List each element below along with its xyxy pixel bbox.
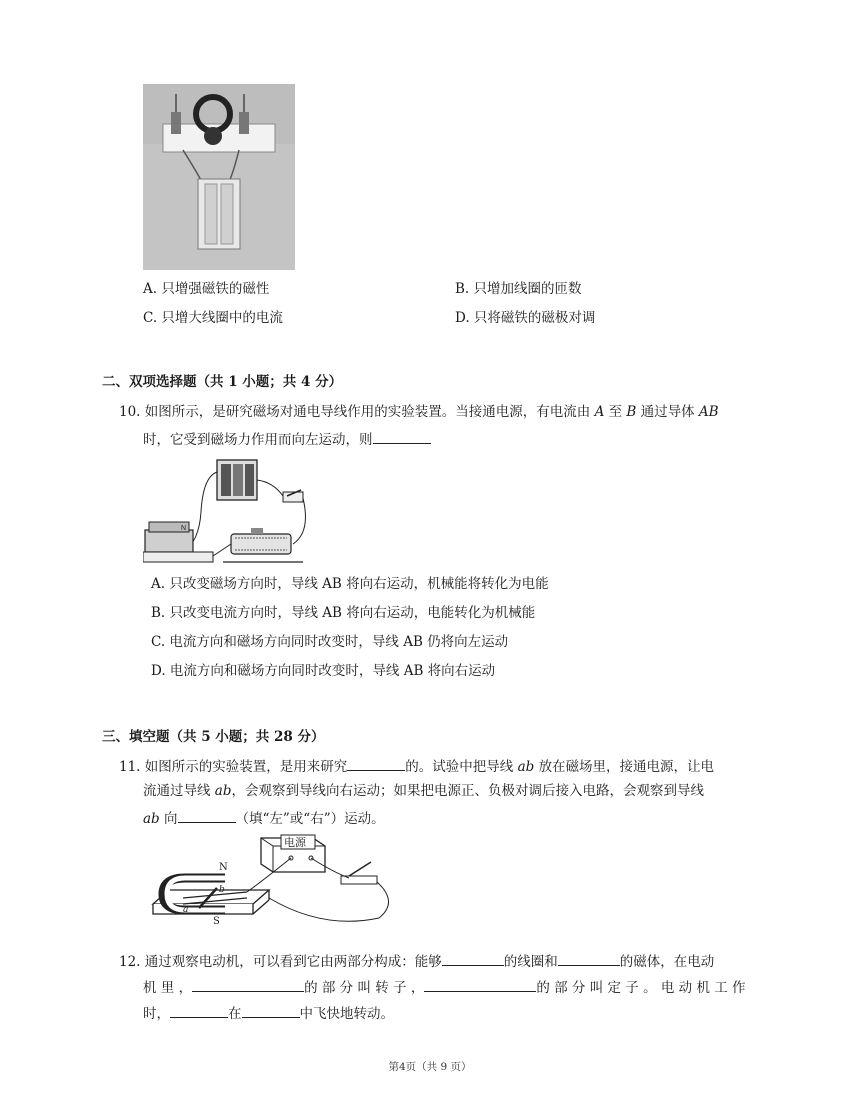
q12-blank-5[interactable] — [170, 1002, 228, 1018]
q9-apparatus-drawing — [143, 84, 295, 270]
q10-stem-suffix: 通过导体 — [640, 404, 695, 420]
page-footer: 第4页（共 9 页） — [388, 1061, 472, 1073]
q12-blank-4[interactable] — [424, 976, 536, 992]
q12-text-5: 的 部 分 叫 转 子 ， — [304, 980, 425, 996]
q10-option-d[interactable]: D. 电流方向和磁场方向同时改变时，导线 AB 将向右运动 — [151, 663, 496, 679]
q12-text-9: 中飞快地转动。 — [299, 1006, 394, 1022]
q12-blank-1[interactable] — [442, 950, 504, 966]
q12-text-7: 时， — [143, 1006, 170, 1022]
q9-option-a[interactable]: A. 只增强磁铁的磁性 — [143, 281, 270, 297]
q12-text-6: 的 部 分 叫 定 子 。 电 动 机 工 作 — [536, 980, 746, 996]
q10-stem-text: 10. 如图所示，是研究磁场对通电导线作用的实验装置。当接通电源，有电流由 — [119, 404, 591, 420]
q12-blank-3[interactable] — [192, 976, 304, 992]
q10-var-b: B — [626, 404, 637, 420]
q12-stem-line3 — [143, 1002, 394, 1024]
q11-blank-1[interactable] — [347, 755, 405, 771]
q12-text-8: 在 — [228, 1006, 242, 1022]
q11-var-ab-3: ab — [143, 811, 160, 827]
q9-option-d[interactable]: D. 只将磁铁的磁极对调 — [455, 310, 596, 326]
q11-text-6: 向 — [164, 811, 178, 827]
q11-stem-line1 — [119, 755, 714, 777]
q11-figure-b-label: b — [219, 885, 225, 895]
q10-var-a: A — [594, 404, 605, 420]
q11-text-4: 流通过导线 — [143, 783, 211, 799]
q12-text-2: 的线圈和 — [503, 954, 558, 970]
section-3-title: 三、填空题（共 5 小题；共 28 分） — [102, 729, 325, 745]
q12-blank-6[interactable] — [242, 1002, 300, 1018]
q12-text-1: 12. 通过观察电动机，可以看到它由两部分构成：能够 — [119, 954, 442, 970]
q11-figure-power-label: 电源 — [284, 836, 306, 849]
q12-text-4: 机 里 ， — [143, 980, 193, 996]
q11-apparatus-figure — [143, 832, 403, 930]
q12-blank-2[interactable] — [558, 950, 620, 966]
q10-answer-blank[interactable] — [373, 428, 431, 444]
q11-var-ab-1: ab — [517, 759, 535, 775]
q10-apparatus-drawing — [143, 452, 311, 568]
q12-text-3: 的磁体，在电动 — [619, 954, 715, 970]
q10-stem-line2-text: 时，它受到磁场力作用而向左运动，则 — [143, 432, 373, 448]
q10-option-c[interactable]: C. 电流方向和磁场方向同时改变时，导线 AB 仍将向左运动 — [151, 634, 509, 650]
q10-stem-line1 — [119, 402, 719, 422]
section-2-title: 二、双项选择题（共 1 小题；共 4 分） — [102, 374, 343, 390]
q10-option-a[interactable]: A. 只改变磁场方向时，导线 AB 将向右运动，机械能将转化为电能 — [151, 576, 549, 592]
q10-to: 至 — [608, 404, 623, 420]
q11-stem-line3 — [143, 807, 385, 829]
q12-stem-line2 — [143, 976, 746, 998]
q10-var-ab: AB — [698, 404, 719, 420]
q11-apparatus-drawing — [143, 832, 403, 930]
q11-figure-n-label: N — [219, 862, 228, 873]
q11-figure-a-label: a — [183, 905, 189, 915]
q11-text-2: 的。试验中把导线 — [405, 759, 514, 775]
q9-option-c[interactable]: C. 只增大线圈中的电流 — [143, 310, 283, 326]
q10-apparatus-figure — [143, 452, 311, 568]
q11-text-1: 11. 如图所示的实验装置，是用来研究 — [119, 759, 348, 775]
q10-stem-line2 — [143, 428, 431, 450]
q11-stem-line2 — [143, 781, 704, 801]
q10-figure-label-n: N — [181, 525, 187, 532]
q9-option-b[interactable]: B. 只增加线圈的匝数 — [455, 281, 582, 297]
q10-option-b[interactable]: B. 只改变电流方向时，导线 AB 将向右运动，电能转化为机械能 — [151, 605, 536, 621]
q11-var-ab-2: ab — [214, 783, 232, 799]
q11-text-3: 放在磁场里，接通电源，让电 — [538, 759, 715, 775]
q11-blank-2[interactable] — [178, 807, 236, 823]
q11-text-5: ，会观察到导线向右运动；如果把电源正、负极对调后接入电路，会观察到导线 — [231, 783, 704, 799]
q12-stem-line1 — [119, 950, 714, 972]
q11-figure-s-label: S — [213, 916, 220, 927]
q11-text-7: （填“左”或“右”）运动。 — [235, 811, 385, 827]
q9-apparatus-photo — [143, 84, 295, 270]
